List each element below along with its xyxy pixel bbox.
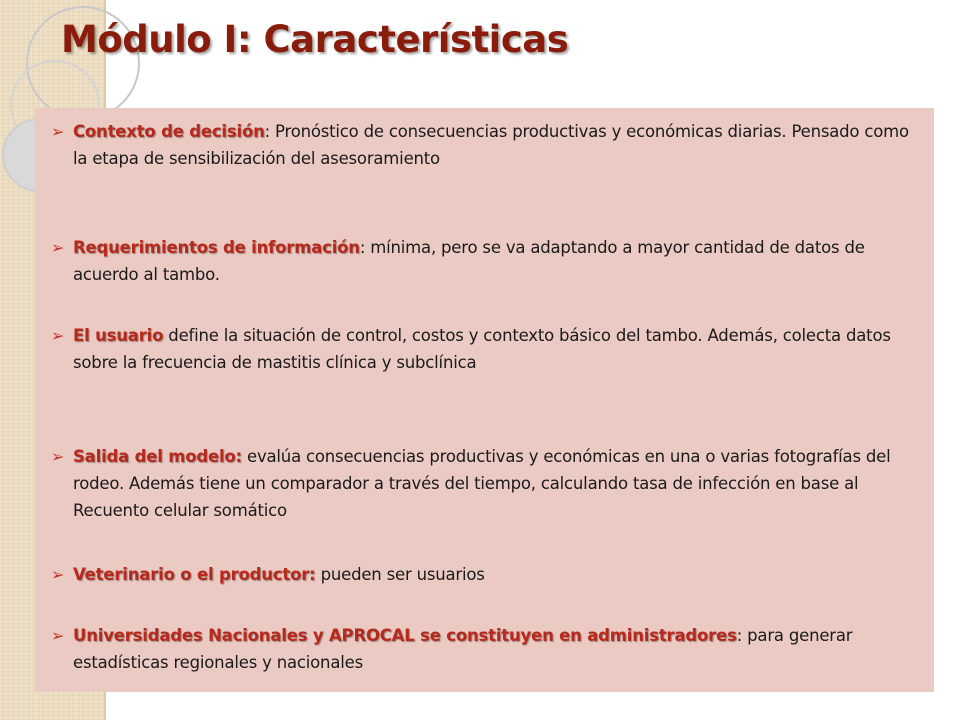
bullet-item-usuario	[51, 322, 919, 376]
bullet-text	[51, 234, 919, 288]
bullet-lead: Veterinario o el productor:	[73, 565, 316, 584]
arrow-bullet-icon: ➢	[51, 238, 65, 257]
bullet-item-universidades	[51, 622, 919, 676]
slide-title: Módulo I: Características	[61, 18, 569, 61]
arrow-bullet-icon: ➢	[51, 626, 65, 645]
bullet-body: define la situación de control, costos y contexto básico del tambo. Además, colecta datos sobre la frecuencia de mastitis clínica y subclínica	[73, 326, 891, 372]
bullet-item-salida	[51, 443, 919, 524]
arrow-bullet-icon: ➢	[51, 565, 65, 584]
arrow-bullet-icon: ➢	[51, 122, 65, 141]
bullet-text	[51, 443, 919, 524]
bullet-text	[51, 561, 919, 588]
bullet-body: : Pronóstico de consecuencias productivas y económicas diarias. Pensado como la etapa de sensibilización del asesoramiento	[73, 122, 909, 168]
bullet-text	[51, 622, 919, 676]
content-box	[35, 108, 934, 692]
bullet-text	[51, 118, 919, 172]
bullet-item-requerimientos	[51, 234, 919, 288]
bullet-body: pueden ser usuarios	[315, 565, 485, 584]
bullet-body: : para generar estadísticas regionales y nacionales	[73, 626, 853, 672]
bullet-body: : mínima, pero se va adaptando a mayor cantidad de datos de acuerdo al tambo.	[73, 238, 865, 284]
bullet-item-contexto	[51, 118, 919, 172]
bullet-lead: Universidades Nacionales y APROCAL se constituyen en administradores	[73, 626, 737, 645]
bullet-lead: El usuario	[73, 326, 164, 345]
arrow-bullet-icon: ➢	[51, 447, 65, 466]
bullet-lead: Contexto de decisión	[73, 122, 265, 141]
bullet-lead: Requerimientos de información	[73, 238, 360, 257]
bullet-body: evalúa consecuencias productivas y económicas en una o varias fotografías del rodeo. Además tiene un comparador a través del tiempo, calculando tasa de infección en base al Recuento celular somático	[73, 447, 891, 520]
bullet-lead: Salida del modelo:	[73, 447, 242, 466]
bullet-item-veterinario	[51, 561, 919, 588]
bullet-text	[51, 322, 919, 376]
arrow-bullet-icon: ➢	[51, 326, 65, 345]
